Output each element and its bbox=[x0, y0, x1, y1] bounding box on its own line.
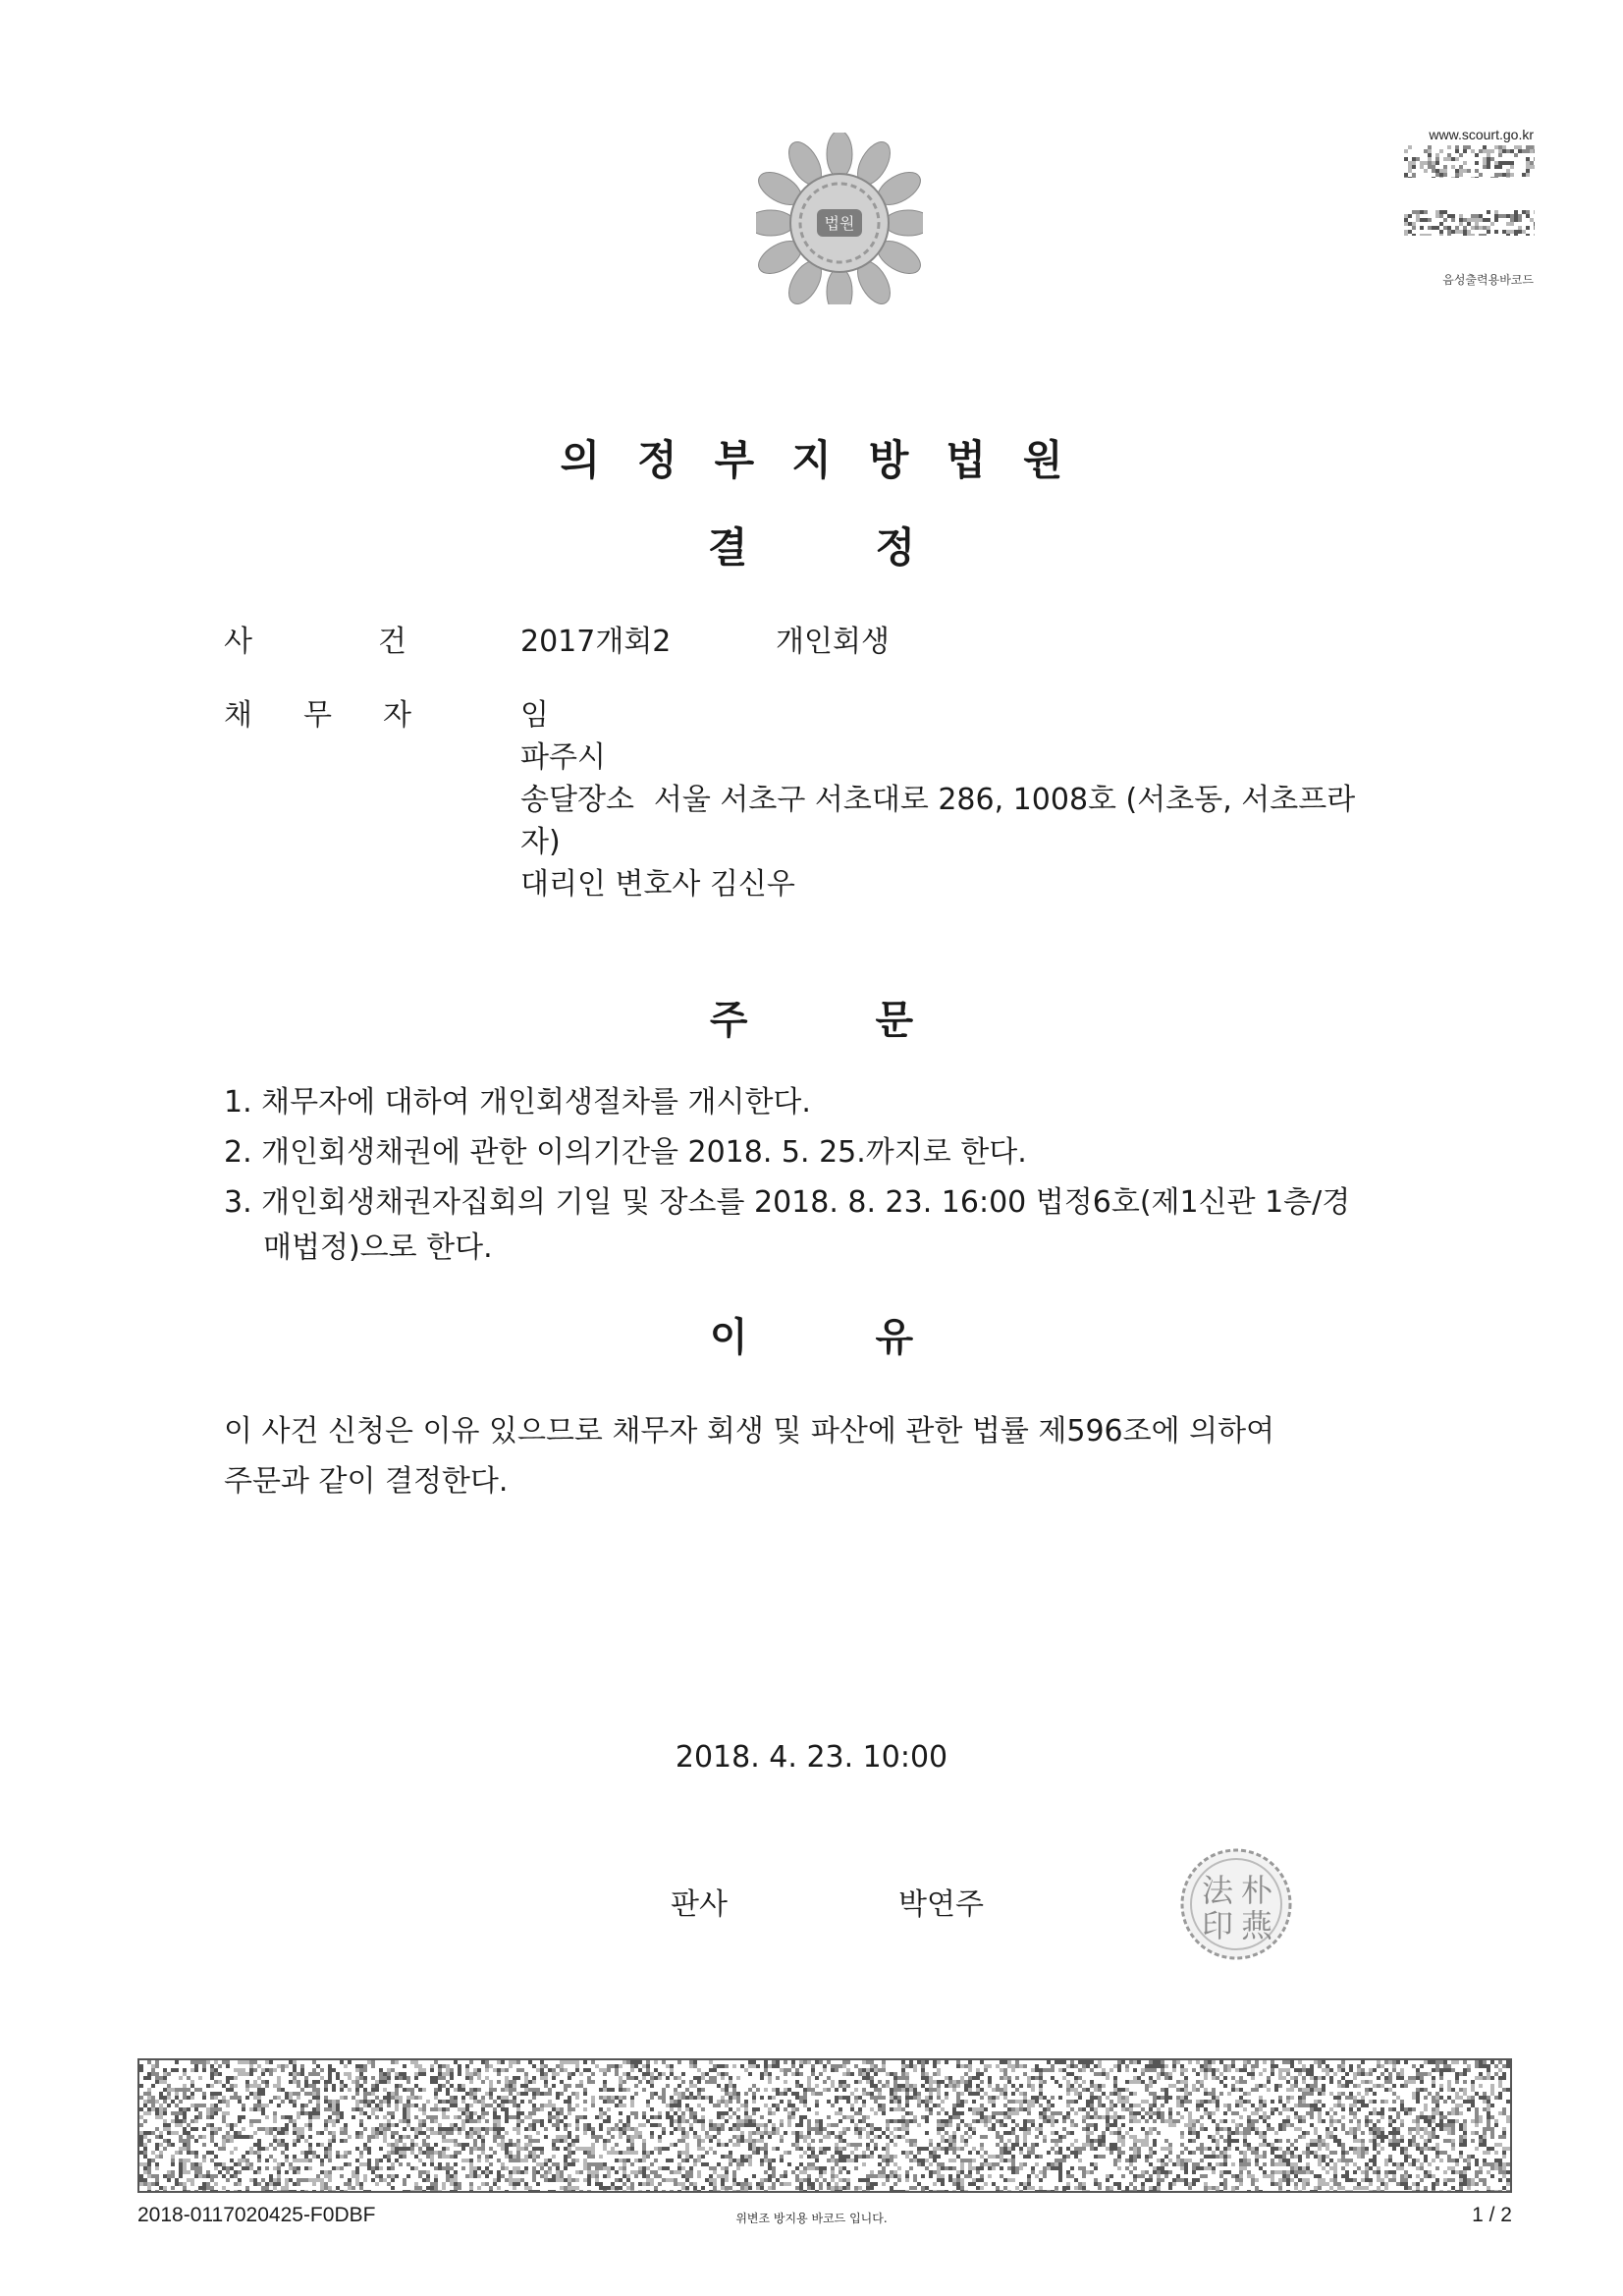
judge-name: 박연주 bbox=[898, 1887, 984, 1922]
title-char-1: 결 bbox=[707, 523, 748, 572]
reason-line-2: 주문과 같이 결정한다. bbox=[224, 1464, 509, 1499]
debtor-address: 파주시 bbox=[520, 740, 606, 775]
debtor-agent: 대리인 변호사 김신우 bbox=[520, 867, 795, 902]
debtor-name: 임 bbox=[520, 698, 549, 733]
order-item-2: 2. 개인회생채권에 관한 이의기간을 2018. 5. 25.까지로 한다. bbox=[224, 1135, 1027, 1170]
case-label-char-1: 사 bbox=[224, 625, 252, 659]
court-emblem bbox=[756, 133, 923, 304]
debtor-label: 채 무 자 bbox=[224, 698, 411, 733]
document-id: 2018-0117020425-F0DBF bbox=[137, 2204, 376, 2226]
barcode-footer-note: 위변조 방지용 바코드 입니다. bbox=[735, 2212, 888, 2225]
case-label bbox=[224, 617, 406, 660]
judge-title: 판사 bbox=[671, 1887, 728, 1922]
svg-text:朴: 朴 bbox=[1240, 1872, 1273, 1909]
svg-text:印: 印 bbox=[1201, 1907, 1234, 1944]
svg-text:法: 法 bbox=[1201, 1872, 1234, 1909]
barcode-note: 음성출력용바코드 bbox=[1442, 273, 1534, 287]
case-label-char-2: 건 bbox=[377, 625, 406, 659]
page-number: 1 / 2 bbox=[1472, 2204, 1512, 2226]
decision-date: 2018. 4. 23. 10:00 bbox=[675, 1740, 948, 1775]
delivery-line-1 bbox=[520, 775, 1355, 818]
barcode-top-1 bbox=[1404, 145, 1535, 178]
court-name: 의정부지방법원 bbox=[560, 436, 1101, 484]
judge-seal bbox=[1178, 1846, 1294, 1962]
reason-heading: 이 유 bbox=[709, 1315, 914, 1360]
order-item-3: 3. 개인회생채권자집회의 기일 및 장소를 2018. 8. 23. 16:00 법정6호(제1신관 1층/경 bbox=[224, 1185, 1351, 1220]
delivery-line-2: 자) bbox=[520, 825, 561, 859]
order-item-3-cont: 매법정)으로 한다. bbox=[263, 1230, 493, 1265]
reason-line-1: 이 사건 신청은 이유 있으므로 채무자 회생 및 파산에 관한 법률 제596조에 의하여 bbox=[224, 1414, 1275, 1449]
document-title bbox=[0, 516, 1623, 574]
anti-forgery-barcode bbox=[137, 2058, 1512, 2193]
case-number: 2017개회2 bbox=[520, 625, 672, 659]
case-type: 개인회생 bbox=[776, 625, 890, 659]
delivery-label: 송달장소 bbox=[520, 783, 634, 817]
order-item-1: 1. 채무자에 대하여 개인회생절차를 개시한다. bbox=[224, 1085, 811, 1120]
barcode-top-2 bbox=[1404, 210, 1535, 236]
delivery-address: 서울 서초구 서초대로 286, 1008호 (서초동, 서초프라 bbox=[653, 783, 1356, 817]
title-char-2: 정 bbox=[875, 523, 916, 572]
svg-text:燕: 燕 bbox=[1240, 1907, 1273, 1944]
site-url: www.scourt.go.kr bbox=[1429, 127, 1534, 142]
order-heading: 주 문 bbox=[709, 998, 914, 1043]
emblem-text: 법원 bbox=[824, 214, 855, 233]
